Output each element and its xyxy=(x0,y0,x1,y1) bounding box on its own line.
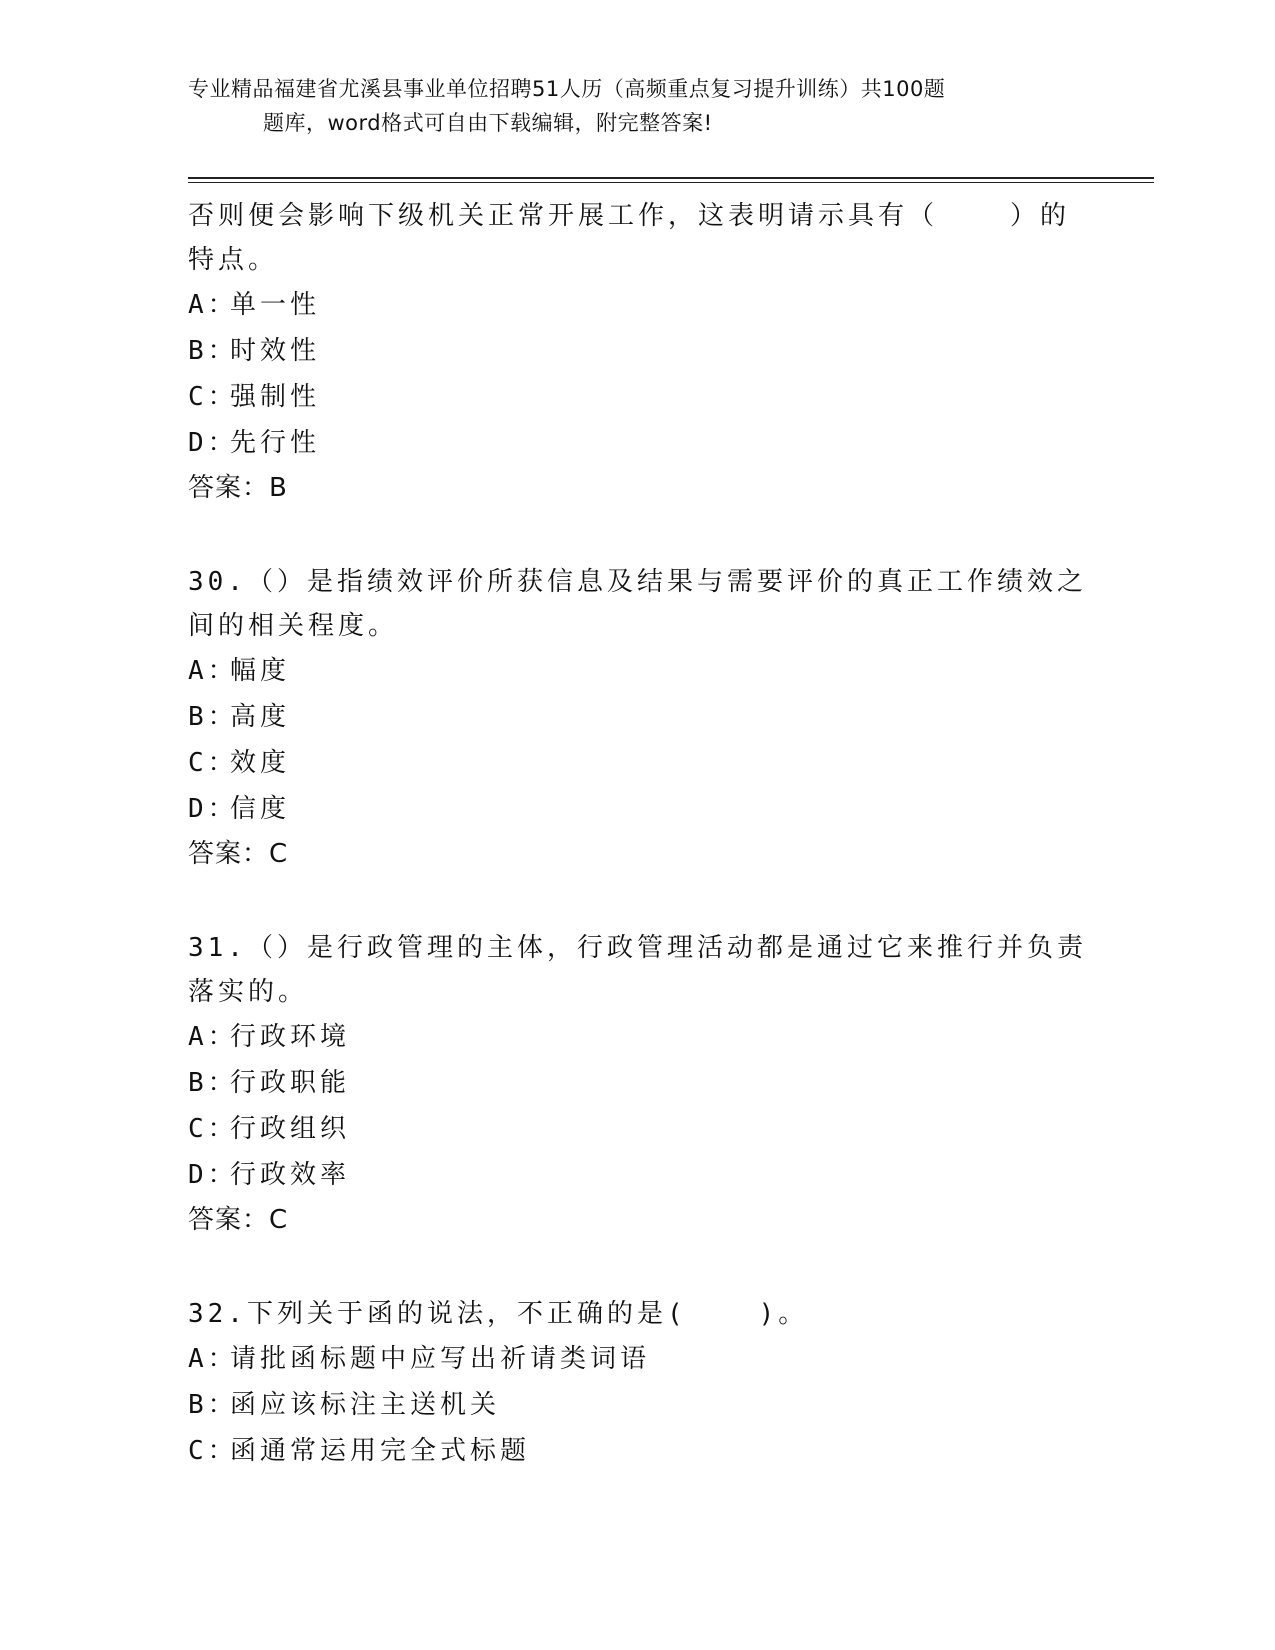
answer-text: 答案：B xyxy=(188,473,288,503)
option-b: B：函应该标注主送机关 xyxy=(188,1390,501,1420)
option-c: C：效度 xyxy=(188,748,291,778)
header-line-1: 专业精品福建省尤溪县事业单位招聘51人历（高频重点复习提升训练）共100题 xyxy=(188,77,946,101)
option-a: A：单一性 xyxy=(188,290,321,320)
header-divider-thick xyxy=(188,177,1154,179)
question-text: 否则便会影响下级机关正常开展工作，这表明请示具有（ ）的特点。 xyxy=(188,201,1071,275)
document-header xyxy=(188,72,1088,140)
question-item xyxy=(188,554,1088,876)
option-c: C：函通常运用完全式标题 xyxy=(188,1436,531,1466)
option-a: A：行政环境 xyxy=(188,1022,351,1052)
option-c: C：强制性 xyxy=(188,382,321,412)
option-a: A：幅度 xyxy=(188,656,291,686)
option-b: B：行政职能 xyxy=(188,1068,351,1098)
option-b: B：时效性 xyxy=(188,336,321,366)
question-text: 31.（）是行政管理的主体，行政管理活动都是通过它来推行并负责落实的。 xyxy=(188,933,1087,1007)
option-c: C：行政组织 xyxy=(188,1114,351,1144)
question-list xyxy=(188,186,1088,1518)
answer-text: 答案：C xyxy=(188,839,289,869)
question-item xyxy=(188,186,1088,510)
question-item xyxy=(188,920,1088,1242)
question-item xyxy=(188,1286,1088,1474)
option-d: D：先行性 xyxy=(188,428,321,458)
header-divider-thin xyxy=(188,182,1154,183)
option-a: A：请批函标题中应写出祈请类词语 xyxy=(188,1344,651,1374)
option-b: B：高度 xyxy=(188,702,291,732)
answer-text: 答案：C xyxy=(188,1205,289,1235)
option-d: D：信度 xyxy=(188,794,291,824)
question-text: 32.下列关于函的说法，不正确的是( )。 xyxy=(188,1299,809,1329)
header-line-2: 题库，word格式可自由下载编辑，附完整答案! xyxy=(263,111,713,135)
question-text: 30.（）是指绩效评价所获信息及结果与需要评价的真正工作绩效之间的相关程度。 xyxy=(188,567,1087,641)
option-d: D：行政效率 xyxy=(188,1160,351,1190)
